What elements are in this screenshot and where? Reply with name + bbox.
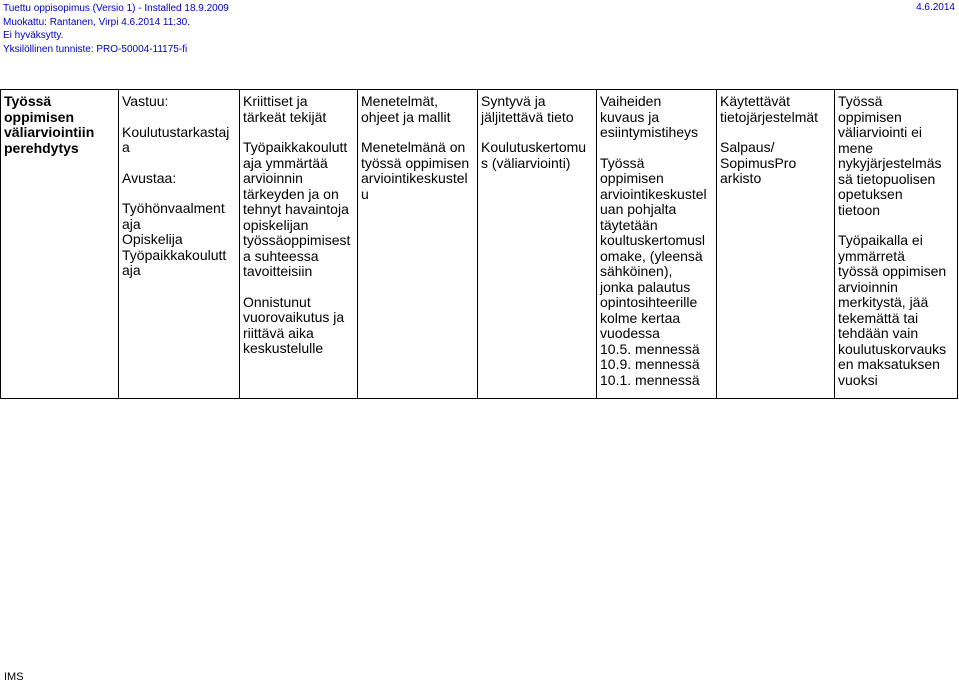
cell-text-line: tietoon — [838, 201, 881, 218]
cell-text-line: 10.5. mennessä — [600, 340, 700, 357]
paragraph-gap — [600, 141, 713, 156]
cell-text-line: tärkeät tekijät — [243, 108, 327, 125]
cell-text-line: Työhönvaalment — [122, 200, 225, 216]
cell-text-line: ohjeet ja mallit — [361, 108, 451, 125]
cell-text-line: tavoitteisiin — [243, 263, 313, 279]
paragraph-gap — [720, 125, 831, 140]
cell-text-line: oppimisen — [838, 108, 902, 125]
cell-responsibility — [119, 90, 240, 399]
cell-text-line: kolme kertaa — [600, 309, 681, 326]
cell-critical-factors — [240, 90, 358, 399]
cell-text-line: Kriittiset ja — [243, 93, 308, 109]
cell-text-line: koulutuskorvauks — [838, 340, 947, 357]
cell-text-line: Koulutuskertomu — [481, 139, 587, 155]
cell-text-line: kuvaus ja — [600, 108, 660, 125]
cell-text-line: sähköinen), — [600, 263, 673, 279]
cell-text-line: Vaiheiden — [600, 93, 662, 109]
cell-text-line: vuoksi — [838, 371, 878, 388]
cell-text-line: uan pohjalta — [600, 201, 677, 217]
table-row — [1, 90, 958, 399]
cell-text-line: mene — [838, 139, 874, 156]
cell-text-line: omake, (yleensä — [600, 247, 703, 264]
cell-text-line: 10.1. mennessä — [600, 371, 700, 388]
cell-text-line: SopimusPro — [720, 154, 797, 171]
cell-text-line: Onnistunut — [243, 293, 311, 310]
cell-text-line: vuodessa — [600, 325, 660, 341]
cell-text-line: vuorovaikutus ja — [243, 309, 345, 325]
footer-label: IMS — [4, 671, 24, 683]
cell-text-line: keskustelulle — [243, 340, 324, 356]
cell-text-line: opiskelijan — [243, 216, 309, 233]
cell-text-line: arviointikeskustel — [600, 185, 707, 202]
cell-text-line: koultuskertomusl — [600, 232, 706, 248]
paragraph-gap — [481, 125, 593, 140]
cell-text-line: 10.9. mennessä — [600, 356, 700, 372]
cell-text-line: arkisto — [720, 170, 762, 186]
cell-text-line: ymmärretä — [838, 247, 905, 264]
paragraph-gap — [122, 156, 236, 171]
cell-text-line: Työpaikkakoulutt — [122, 246, 227, 263]
cell-text-line: opintosihteerille — [600, 294, 698, 310]
cell-text-line: oppimisen — [4, 108, 75, 125]
cell-text-line: työssä oppimisen — [838, 263, 947, 279]
cell-risks — [835, 90, 958, 399]
cell-text-line: Koulutustarkastaj — [122, 123, 230, 140]
cell-text-line: Menetelmät, — [361, 93, 439, 109]
paragraph-gap — [122, 186, 236, 201]
cell-text-line: Työssä — [600, 154, 645, 171]
cell-methods — [358, 90, 478, 399]
cell-text-line: s (väliarviointi) — [481, 154, 571, 171]
paragraph-gap — [122, 110, 236, 125]
cell-text-line: väliarviointiin — [4, 124, 95, 140]
cell-text-line: tehdään vain — [838, 325, 919, 341]
cell-text-line: Työssä — [4, 93, 52, 109]
cell-text-line: jonka palautus — [600, 278, 691, 295]
cell-information-systems — [717, 90, 835, 399]
cell-text-line: aja — [122, 262, 141, 278]
cell-text-line: Menetelmänä on — [361, 139, 466, 155]
document-metadata — [3, 2, 229, 56]
cell-text-line: Vastuu: — [122, 93, 169, 109]
cell-text-line: a — [122, 139, 130, 155]
cell-text-line: opetuksen — [838, 186, 903, 202]
cell-text-line: Opiskelija — [122, 231, 183, 247]
cell-text-line: Työpaikalla ei — [838, 232, 923, 248]
paragraph-gap — [838, 218, 954, 233]
cell-text-line: Käytettävät — [720, 93, 791, 109]
cell-text-line: Salpaus/ — [720, 139, 775, 155]
cell-text-line: merkitystä, jää — [838, 294, 929, 310]
cell-text-line: riittävä aika — [243, 324, 314, 341]
cell-text-line: täytetään — [600, 216, 658, 233]
cell-text-line: a suhteessa — [243, 247, 319, 264]
cell-text-line: Työpaikkakoulutt — [243, 139, 348, 155]
cell-text-line: sä tietopuolisen — [838, 170, 936, 187]
paragraph-gap — [243, 125, 354, 140]
cell-text-line: tekemättä tai — [838, 309, 919, 326]
cell-text-line: perehdytys — [4, 139, 79, 156]
cell-phase-description — [597, 90, 717, 399]
cell-text-line: aja ymmärtää — [243, 154, 328, 171]
cell-text-line: u — [361, 185, 369, 202]
version-line: Tuettu oppisopimus (Versio 1) - Installed 18.9.2009 — [3, 3, 229, 14]
cell-text-line: oppimisen — [600, 170, 664, 186]
modified-line: Muokattu: Rantanen, Virpi 4.6.2014 11:30. — [3, 16, 190, 28]
paragraph-gap — [243, 280, 354, 295]
print-date: 4.6.2014 — [916, 2, 955, 13]
cell-text-line: arvioinnin — [838, 278, 898, 295]
cell-output-information — [478, 90, 597, 399]
cell-text-line: työssäoppimisest — [243, 232, 351, 248]
process-table — [0, 89, 958, 399]
cell-process-step — [1, 90, 119, 399]
paragraph-gap — [361, 125, 474, 140]
unique-identifier: Yksilöllinen tunniste: PRO-50004-11175-fi — [3, 43, 188, 55]
cell-text-line: arvioinnin — [243, 170, 303, 186]
cell-text-line: Työssä — [838, 93, 883, 109]
cell-text-line: tietojärjestelmät — [720, 108, 819, 125]
cell-text-line: tärkeyden ja on — [243, 185, 339, 202]
approval-status: Ei hyväksytty. — [3, 30, 64, 41]
cell-text-line: työssä oppimisen — [361, 154, 470, 171]
cell-text-line: jäljitettävä tieto — [481, 108, 574, 125]
cell-text-line: tehnyt havaintoja — [243, 201, 349, 217]
cell-text-line: Syntyvä ja — [481, 93, 546, 109]
cell-text-line: nykyjärjestelmäs — [838, 155, 942, 171]
cell-text-line: en maksatuksen — [838, 356, 940, 372]
cell-text-line: väliarviointi ei — [838, 124, 923, 140]
cell-text-line: esiintymistiheys — [600, 124, 699, 140]
cell-text-line: Avustaa: — [122, 169, 177, 186]
cell-text-line: aja — [122, 215, 141, 232]
cell-text-line: arviointikeskustel — [361, 170, 468, 186]
